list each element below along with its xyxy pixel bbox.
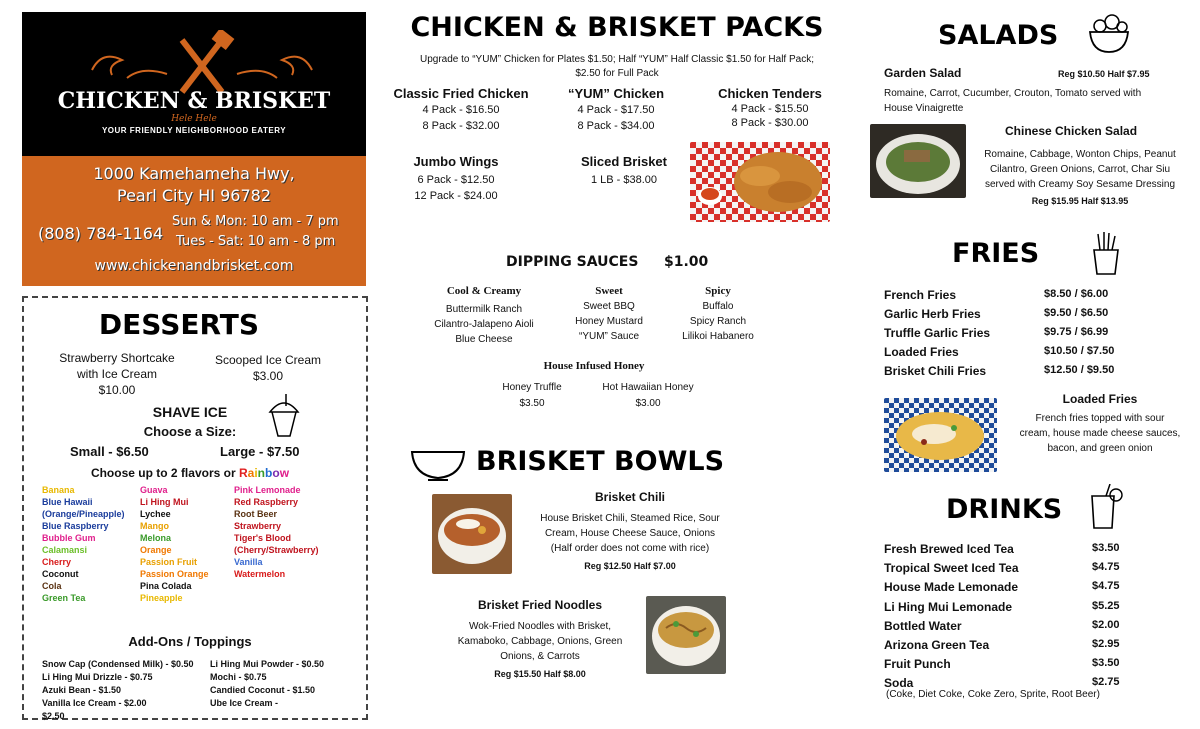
brand-name: CHICKEN & BRISKET xyxy=(57,88,331,114)
chili-desc-2: Cream, House Cheese Sauce, Onions xyxy=(544,528,716,539)
spicy-list xyxy=(672,299,764,344)
cool-creamy-sauces xyxy=(414,284,554,347)
flavor-item: Lychee xyxy=(140,509,171,519)
drinks-row-name: Fresh Brewed Iced Tea xyxy=(884,542,1014,556)
fries-row-name: Loaded Fries xyxy=(884,345,959,359)
flavor-item: (Cherry/Strawberry) xyxy=(234,545,319,555)
choose-flavors-text: Choose up to 2 flavors or xyxy=(90,466,239,480)
garden-salad-name: Garden Salad xyxy=(884,66,962,80)
tenders-name: Chicken Tenders xyxy=(718,86,822,101)
chili-name: Brisket Chili xyxy=(594,490,666,504)
chili-desc-3: (Half order does not come with rice) xyxy=(550,543,710,554)
yum-name: “YUM” Chicken xyxy=(567,86,665,101)
yum-price-1: 4 Pack - $17.50 xyxy=(577,104,655,116)
addons-column-1 xyxy=(42,658,194,723)
flavor-item: Cherry xyxy=(42,557,72,567)
fries-row-name: Truffle Garlic Fries xyxy=(884,326,991,340)
sauce-item: Sweet BBQ xyxy=(583,301,635,312)
brisket-noodles-photo xyxy=(646,596,726,674)
desserts-section xyxy=(22,296,368,720)
classic-name: Classic Fried Chicken xyxy=(393,86,529,101)
addon-item: $2.50 xyxy=(42,711,65,721)
honey-title: House Infused Honey xyxy=(543,360,645,372)
sauce-item: Blue Cheese xyxy=(455,334,513,345)
contact-panel xyxy=(22,156,366,286)
brisket-name: Sliced Brisket xyxy=(581,154,667,169)
fries-row xyxy=(884,345,1134,364)
flavors-column-3 xyxy=(234,484,344,580)
drinks-row-name: Arizona Green Tea xyxy=(884,637,990,652)
drinks-row xyxy=(884,638,1134,657)
fries-row-name: Garlic Herb Fries xyxy=(884,307,981,321)
drinks-row-price: $2.95 xyxy=(1092,637,1120,650)
drinks-row xyxy=(884,561,1134,580)
fries-icon xyxy=(1088,230,1124,276)
yum-chicken-item xyxy=(546,86,686,134)
address-line-1: 1000 Kamehameha Hwy, xyxy=(93,164,295,183)
drinks-row xyxy=(884,657,1134,676)
tenders-price-1: 4 Pack - $15.50 xyxy=(731,103,809,115)
chinese-salad-photo xyxy=(870,124,966,198)
chinese-desc-2: Cilantro, Green Onions, Carrot, Char Siu xyxy=(989,164,1171,175)
flavor-item: Calamansi xyxy=(42,545,88,555)
noodles-desc-1: Wok-Fried Noodles with Brisket, xyxy=(468,621,612,632)
packs-upgrade-note xyxy=(380,53,854,81)
addon-item: Li Hing Mui Powder - $0.50 xyxy=(210,659,325,669)
rainbow-letter: w xyxy=(279,466,290,480)
drinks-row-name: Li Hing Mui Lemonade xyxy=(884,599,1012,614)
drinks-row-price: $4.75 xyxy=(1092,561,1120,574)
shortcake-name-2: with Ice Cream xyxy=(76,367,158,381)
sweet-list xyxy=(560,299,658,344)
brisket-chili-photo xyxy=(432,494,512,574)
loaded-desc-2: cream, house made cheese sauces, xyxy=(1019,428,1181,439)
addon-item: Candied Coconut - $1.50 xyxy=(210,685,316,695)
shortcake-name-1: Strawberry Shortcake xyxy=(59,351,175,365)
sweet-title: Sweet xyxy=(595,285,623,297)
sauce-item: Cilantro-Jalapeno Aioli xyxy=(434,319,534,330)
shortcake-price: $10.00 xyxy=(98,383,136,397)
addon-item: Li Hing Mui Drizzle - $0.75 xyxy=(42,672,153,682)
honey-truffle-item xyxy=(484,380,580,412)
drinks-row-name: House Made Lemonade xyxy=(884,580,1019,595)
fries-row-name: French Fries xyxy=(884,288,957,302)
sauce-item: “YUM” Sauce xyxy=(578,331,639,342)
honey-truffle-name: Honey Truffle xyxy=(502,382,562,393)
flavor-item: Banana xyxy=(42,485,75,495)
rainbow-letter: i xyxy=(254,466,258,480)
fries-title: FRIES xyxy=(952,238,1040,269)
phone-number[interactable]: (808) 784-1164 xyxy=(38,224,164,243)
shave-ice-title: SHAVE ICE xyxy=(152,404,228,420)
hot-hawaiian-honey-name: Hot Hawaiian Honey xyxy=(602,382,694,393)
sliced-brisket-item xyxy=(556,154,692,188)
flavor-item: Vanilla xyxy=(234,557,263,567)
drinks-row-price: $3.50 xyxy=(1092,657,1120,670)
tenders-price-2: 8 Pack - $30.00 xyxy=(731,117,809,129)
sauces-price: $1.00 xyxy=(664,254,709,270)
jumbo-wings-item xyxy=(386,154,526,204)
rainbow-letter: R xyxy=(238,466,248,480)
drinks-row-name: Bottled Water xyxy=(884,618,962,633)
noodles-desc-3: Onions, & Carrots xyxy=(500,651,580,662)
flavor-item: Orange xyxy=(140,545,172,555)
drinks-row-price: $4.75 xyxy=(1092,580,1120,593)
address-line-2: Pearl City HI 96782 xyxy=(116,186,271,205)
addons-title: Add-Ons / Toppings xyxy=(128,634,252,649)
hours-sun-mon: Sun & Mon: 10 am - 7 pm xyxy=(172,214,339,229)
rainbow-letter: n xyxy=(257,466,266,480)
noodles-price: Reg $15.50 Half $8.00 xyxy=(494,669,586,679)
website-link[interactable]: www.chickenandbrisket.com xyxy=(94,258,294,274)
addon-item: Mochi - $0.75 xyxy=(210,672,267,682)
garden-desc-1: Romaine, Carrot, Cucumber, Crouton, Tomato served with xyxy=(884,88,1142,99)
noodles-desc-2: Kamaboko, Cabbage, Onions, Green xyxy=(457,636,623,647)
drinks-list xyxy=(884,542,1134,696)
scooped-name: Scooped Ice Cream xyxy=(214,353,322,367)
drinks-row-name: Fruit Punch xyxy=(884,657,951,672)
sauce-item: Buttermilk Ranch xyxy=(445,304,523,315)
bowls-title: BRISKET BOWLS xyxy=(476,446,725,477)
flavor-item: Passion Orange xyxy=(140,569,209,579)
hot-hawaiian-honey-item xyxy=(590,380,706,412)
chicken-tenders-photo xyxy=(690,142,830,222)
sauce-item: Spicy Ranch xyxy=(689,316,747,327)
drinks-row xyxy=(884,619,1134,638)
flavor-item: Root Beer xyxy=(234,509,278,519)
flavor-item: Li Hing Mui xyxy=(140,497,189,507)
flavor-item: (Orange/Pineapple) xyxy=(42,509,125,519)
chinese-salad-desc xyxy=(970,147,1190,209)
flavor-item: Red Raspberry xyxy=(234,497,299,507)
drinks-row-price: $5.25 xyxy=(1092,599,1120,612)
chinese-salad-name: Chinese Chicken Salad xyxy=(1005,124,1138,138)
garden-desc-2: House Vinaigrette xyxy=(884,103,964,114)
rainbow-text xyxy=(239,466,289,480)
fries-row xyxy=(884,288,1134,307)
fries-row-price: $12.50 / $9.50 xyxy=(1044,364,1115,376)
addons-column-2 xyxy=(210,658,324,710)
brisket-chili-item xyxy=(520,490,740,574)
classic-price-1: 4 Pack - $16.50 xyxy=(422,104,500,116)
chinese-desc-1: Romaine, Cabbage, Wonton Chips, Peanut xyxy=(984,149,1176,160)
rainbow-letter: b xyxy=(265,466,273,480)
rainbow-letter: o xyxy=(272,466,280,480)
drinks-row-price: $2.75 xyxy=(1092,676,1120,689)
flavor-item: Watermelon xyxy=(234,569,286,579)
flavor-item: Coconut xyxy=(42,569,79,579)
upgrade-line-1: Upgrade to “YUM” Chicken for Plates $1.50; Half “YUM” Half Classic $1.50 for Half Pack; xyxy=(419,54,815,65)
brisket-price-1: 1 LB - $38.00 xyxy=(590,174,658,186)
drinks-row-name: Soda xyxy=(884,676,914,691)
hours-tue-sat: Tues - Sat: 10 am - 8 pm xyxy=(176,234,336,249)
loaded-fries-name: Loaded Fries xyxy=(1062,392,1138,406)
wings-name: Jumbo Wings xyxy=(413,154,499,169)
sauce-item: Lilikoi Habanero xyxy=(682,331,754,342)
salads-title: SALADS xyxy=(938,20,1059,51)
yum-price-2: 8 Pack - $34.00 xyxy=(577,120,655,132)
noodles-name: Brisket Fried Noodles xyxy=(477,598,603,612)
classic-chicken-item xyxy=(386,86,536,134)
shortcake-item xyxy=(42,350,192,398)
wings-price-2: 12 Pack - $24.00 xyxy=(414,190,498,202)
flavor-item: Pink Lemonade xyxy=(234,485,301,495)
choose-flavors-label xyxy=(24,466,356,480)
size-small: Small - $6.50 xyxy=(70,444,149,459)
flavor-item: Green Tea xyxy=(42,593,86,603)
brand-script: Hele Hele xyxy=(171,114,217,124)
loaded-fries-photo xyxy=(884,398,997,472)
loaded-desc-3: bacon, and green onion xyxy=(1047,443,1153,454)
drinks-row-price: $3.50 xyxy=(1092,542,1120,554)
sauces-title: DIPPING SAUCES xyxy=(506,254,639,270)
scooped-item xyxy=(208,352,328,384)
loaded-fries-item xyxy=(1006,392,1194,456)
chili-price: Reg $12.50 Half $7.00 xyxy=(584,561,676,571)
fries-row-price: $9.75 / $6.99 xyxy=(1044,326,1109,338)
rainbow-letter: a xyxy=(247,466,255,480)
addon-item: Azuki Bean - $1.50 xyxy=(42,685,122,695)
fries-row xyxy=(884,364,1134,383)
drinks-row xyxy=(884,600,1134,619)
drinks-row xyxy=(884,580,1134,599)
sweet-sauces xyxy=(560,284,658,344)
cool-list xyxy=(414,302,554,347)
sauce-item: Honey Mustard xyxy=(575,316,643,327)
honey-truffle-price: $3.50 xyxy=(519,398,545,409)
chinese-salad-price: Reg $15.95 Half $13.95 xyxy=(1031,196,1129,206)
drinks-row-price: $2.00 xyxy=(1092,618,1120,631)
flavor-item: Strawberry xyxy=(234,521,282,531)
garden-salad-price: Reg $10.50 Half $7.95 xyxy=(1058,69,1150,79)
fries-list xyxy=(884,288,1134,383)
fries-row xyxy=(884,307,1134,326)
addon-item: Vanilla Ice Cream - $2.00 xyxy=(42,698,147,708)
hot-hawaiian-honey-price: $3.00 xyxy=(635,398,661,409)
packs-title: CHICKEN & BRISKET PACKS xyxy=(410,12,824,43)
flavor-item: Blue Raspberry xyxy=(42,521,109,531)
flavor-item: Blue Hawaii xyxy=(42,497,93,507)
bowl-icon xyxy=(410,446,466,482)
soda-note: (Coke, Diet Coke, Coke Zero, Sprite, Root Beer) xyxy=(886,689,1100,700)
fries-row-price: $10.50 / $7.50 xyxy=(1044,345,1115,357)
flavor-item: Tiger's Blood xyxy=(234,533,291,543)
classic-price-2: 8 Pack - $32.00 xyxy=(422,120,500,132)
flavor-item: Melona xyxy=(140,533,172,543)
loaded-desc-1: French fries topped with sour xyxy=(1035,413,1165,424)
desserts-title: DESSERTS xyxy=(98,308,260,341)
flavor-item: Passion Fruit xyxy=(140,557,198,567)
wings-price-1: 6 Pack - $12.50 xyxy=(417,174,495,186)
upgrade-line-2: $2.50 for Full Pack xyxy=(575,68,659,79)
flavor-item: Pina Colada xyxy=(140,581,192,591)
flavor-item: Pineapple xyxy=(140,593,183,603)
drinks-row xyxy=(884,542,1134,561)
flavor-item: Bubble Gum xyxy=(42,533,96,543)
brand-tagline: YOUR FRIENDLY NEIGHBORHOOD EATERY xyxy=(101,126,287,135)
sauce-item: Buffalo xyxy=(702,301,734,312)
flavor-item: Guava xyxy=(140,485,168,495)
chinese-desc-3: served with Creamy Soy Sesame Dressing xyxy=(984,179,1176,190)
salad-bowl-icon xyxy=(1086,10,1132,56)
spicy-sauces xyxy=(672,284,764,344)
choose-size-label: Choose a Size: xyxy=(143,424,237,439)
flavors-column-2 xyxy=(140,484,240,604)
fries-row-price: $9.50 / $6.50 xyxy=(1044,307,1109,319)
flavor-item: Mango xyxy=(140,521,169,531)
chicken-tenders-item xyxy=(700,86,840,130)
brand-header xyxy=(22,12,366,156)
fries-row xyxy=(884,326,1134,345)
drinks-title: DRINKS xyxy=(946,494,1063,525)
drinks-row-name: Tropical Sweet Iced Tea xyxy=(884,561,1019,576)
spicy-title: Spicy xyxy=(705,285,731,297)
chili-desc-1: House Brisket Chili, Steamed Rice, Sour xyxy=(540,513,720,524)
garden-salad-desc xyxy=(884,86,1141,116)
size-large: Large - $7.50 xyxy=(220,444,300,459)
addon-item: Snow Cap (Condensed Milk) - $0.50 xyxy=(42,659,194,669)
brisket-noodles-item xyxy=(440,598,640,682)
fries-row-price: $8.50 / $6.00 xyxy=(1044,288,1109,300)
flavors-column-1 xyxy=(42,484,142,604)
flavor-item: Cola xyxy=(42,581,62,591)
cool-title: Cool & Creamy xyxy=(446,285,522,297)
addon-item: Ube Ice Cream - xyxy=(210,698,279,708)
scooped-price: $3.00 xyxy=(252,369,284,383)
drink-glass-icon xyxy=(1086,484,1126,530)
fries-row-name: Brisket Chili Fries xyxy=(884,364,987,378)
